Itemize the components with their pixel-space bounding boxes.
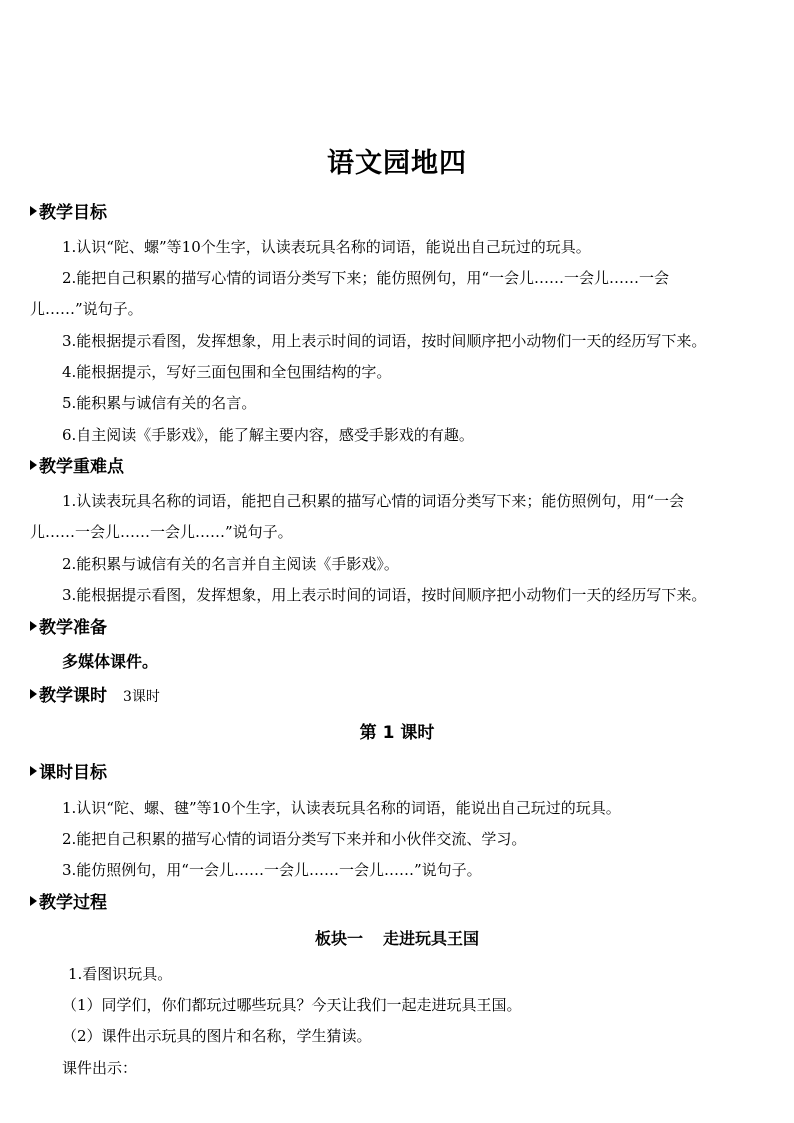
page-title: 语文园地四 [327, 148, 467, 179]
key-point-item-2: 2.能积累与诚信有关的名言并自主阅读《手影戏》。 [62, 555, 399, 573]
goal-item-4: 4.能根据提示，写好三面包围和全包围结构的字。 [62, 363, 392, 381]
section-heading-teaching-goals [30, 201, 107, 225]
section-heading-lesson-hours [30, 684, 160, 709]
section-heading-text: 教学过程 [39, 893, 107, 913]
block-title [0, 928, 794, 950]
section-heading-lesson-goals [30, 761, 107, 785]
process-item-1-2: （2）课件出示玩具的图片和名称，学生猜读。 [62, 1027, 372, 1045]
process-item-courseware: 课件出示： [62, 1059, 138, 1077]
section-heading-text: 教学准备 [39, 618, 107, 638]
triangle-bullet-icon [30, 766, 37, 776]
lesson-hours-value: 3课时 [123, 689, 160, 705]
triangle-bullet-icon [30, 896, 37, 906]
goal-item-6: 6.自主阅读《手影戏》，能了解主要内容，感受手影戏的有趣。 [62, 426, 474, 444]
key-point-item-1-continued: 儿……一会儿……一会儿……”说句子。 [30, 523, 293, 541]
triangle-bullet-icon [30, 689, 37, 699]
key-point-item-3: 3.能根据提示看图，发挥想象，用上表示时间的词语，按时间顺序把小动物们一天的经历写下来。 [62, 586, 707, 604]
goal-item-2: 2.能把自己积累的描写心情的词语分类写下来；能仿照例句，用“一会儿……一会儿……一会 [62, 269, 669, 287]
goal-item-3: 3.能根据提示看图，发挥想象，用上表示时间的词语，按时间顺序把小动物们一天的经历写下来。 [62, 332, 707, 350]
preparation-text: 多媒体课件。 [62, 652, 159, 671]
lesson-goal-item-1: 1.认识“陀、螺、毽”等10个生字，认读表玩具名称的词语，能说出自己玩过的玩具。 [62, 799, 621, 817]
goal-item-1: 1.认识“陀、螺”等10个生字，认读表玩具名称的词语，能说出自己玩过的玩具。 [62, 238, 591, 256]
lesson-goal-item-3: 3.能仿照例句，用“一会儿……一会儿……一会儿……”说句子。 [62, 861, 482, 879]
triangle-bullet-icon [30, 621, 37, 631]
goal-item-5: 5.能积累与诚信有关的名言。 [62, 394, 257, 412]
block-title-text: 走进玩具王国 [383, 929, 480, 948]
process-item-1-1: （1）同学们，你们都玩过哪些玩具？今天让我们一起走进玩具王国。 [62, 996, 522, 1014]
section-heading-text: 教学目标 [39, 203, 107, 223]
section-heading-key-points [30, 455, 124, 479]
triangle-bullet-icon [30, 206, 37, 216]
section-heading-text: 课时目标 [39, 763, 107, 783]
goal-item-2-continued: 儿……”说句子。 [30, 300, 143, 318]
triangle-bullet-icon [30, 460, 37, 470]
lesson-goal-item-2: 2.能把自己积累的描写心情的词语分类写下来并和小伙伴交流、学习。 [62, 830, 527, 848]
section-heading-teaching-process [30, 891, 107, 915]
section-heading-text: 教学重难点 [39, 457, 124, 477]
block-label: 板块一 [314, 929, 363, 948]
lesson-title: 第 1 课时 [359, 723, 435, 743]
key-point-item-1: 1.认读表玩具名称的词语，能把自己积累的描写心情的词语分类写下来；能仿照例句，用“一会 [62, 492, 684, 510]
section-heading-preparation [30, 616, 107, 640]
section-heading-text: 教学课时 [39, 686, 107, 706]
process-item-1: 1.看图识玩具。 [68, 965, 173, 983]
